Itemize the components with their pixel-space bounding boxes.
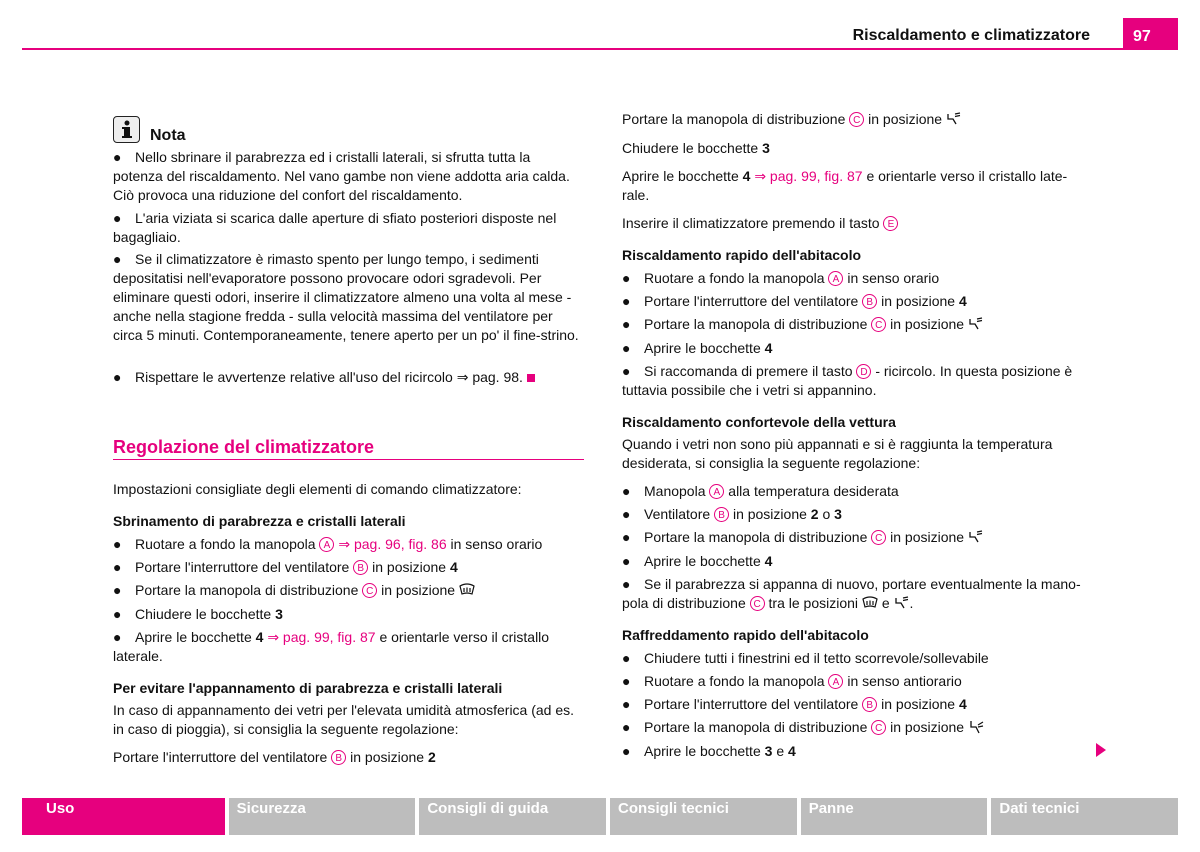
bullet-icon: ● bbox=[113, 149, 122, 165]
info-note-icon bbox=[113, 116, 140, 143]
control-a-icon: A bbox=[319, 537, 334, 552]
fog-heading: Per evitare l'appannamento di parabrezza e cristalli laterali bbox=[113, 680, 503, 696]
defrost-step-5: ● Aprire le bocchette 4 ⇒ pag. 99, fig. 87 e orientarle verso il cristallo laterale. bbox=[113, 629, 550, 664]
bullet-icon: ● bbox=[622, 270, 631, 286]
control-c-icon: C bbox=[362, 583, 377, 598]
rapid-heat-step-1: ● Ruotare a fondo la manopola A in senso orario bbox=[622, 270, 940, 286]
nav-tab-consigli-tecnici[interactable]: Consigli tecnici bbox=[610, 798, 797, 835]
cooling-heading: Raffreddamento rapido dell'abitacolo bbox=[622, 627, 869, 643]
comfort-step-2: ● Ventilatore B in posizione 2 o 3 bbox=[622, 506, 842, 522]
control-b-icon: B bbox=[862, 697, 877, 712]
fog-text: In caso di appannamento dei vetri per l'elevata umidità atmosferica (ad es. in caso di pioggia), si consiglia la seguente regolazione: bbox=[113, 702, 575, 737]
comfort-text: Quando i vetri non sono più appannati e si è raggiunta la temperatura desiderata, si consiglia la seguente regolazione: bbox=[622, 436, 1053, 471]
ref-link[interactable]: ⇒ pag. 99, fig. 87 bbox=[267, 629, 376, 645]
cooling-step-3: ● Portare l'interruttore del ventilatore B in posizione 4 bbox=[622, 696, 967, 712]
control-c-icon: C bbox=[750, 596, 765, 611]
bullet-icon: ● bbox=[622, 719, 631, 735]
fog-step-3: Chiudere le bocchette 3 bbox=[622, 140, 770, 156]
section-rule bbox=[113, 459, 584, 460]
bullet-icon: ● bbox=[113, 536, 122, 552]
feet-windshield-icon bbox=[968, 317, 984, 331]
nav-tab-sicurezza[interactable]: Sicurezza bbox=[229, 798, 416, 835]
control-e-icon: E bbox=[883, 216, 898, 231]
note-item-4: ● Rispettare le avvertenze relative all'uso del ricircolo ⇒ pag. 98. bbox=[113, 368, 583, 387]
defrost-heading: Sbrinamento di parabrezza e cristalli laterali bbox=[113, 513, 406, 529]
bullet-icon: ● bbox=[113, 582, 122, 598]
feet-windshield-icon bbox=[946, 112, 962, 126]
section-intro: Impostazioni consigliate degli elementi di comando climatizzatore: bbox=[113, 481, 522, 497]
face-vent-icon bbox=[968, 720, 984, 734]
bullet-icon: ● bbox=[622, 293, 631, 309]
note-item-1: ● Nello sbrinare il parabrezza ed i cristalli laterali, si sfrutta tutta la potenza del riscaldamento. Nel vano gambe non viene addotta aria calda. Ciò provoca una riduzione del confort del riscaldamento. bbox=[113, 149, 570, 203]
ref-link[interactable]: ⇒ pag. 99, fig. 87 bbox=[754, 168, 863, 184]
feet-windshield-icon bbox=[894, 596, 910, 610]
bullet-icon: ● bbox=[622, 483, 631, 499]
bullet-icon: ● bbox=[622, 506, 631, 522]
bullet-icon: ● bbox=[622, 696, 631, 712]
comfort-step-1: ● Manopola A alla temperatura desiderata bbox=[622, 483, 899, 499]
running-header-title: Riscaldamento e climatizzatore bbox=[852, 27, 1090, 44]
cooling-step-4: ● Portare la manopola di distribuzione C in posizione bbox=[622, 718, 1097, 737]
defrost-step-1: ● Ruotare a fondo la manopola A ⇒ pag. 96, fig. 86 in senso orario bbox=[113, 536, 543, 552]
cooling-step-1: ● Chiudere tutti i finestrini ed il tetto scorrevole/sollevabile bbox=[622, 650, 989, 666]
bullet-icon: ● bbox=[622, 363, 631, 379]
note-item-2: ● L'aria viziata si scarica dalle aperture di sfiato posteriori disposte nel bagagliaio. bbox=[113, 210, 557, 245]
bullet-icon: ● bbox=[113, 606, 122, 622]
end-square-icon bbox=[527, 374, 535, 382]
control-d-icon: D bbox=[856, 364, 871, 379]
control-c-icon: C bbox=[871, 530, 886, 545]
page-number: 97 bbox=[1123, 18, 1178, 50]
bullet-icon: ● bbox=[113, 559, 122, 575]
control-c-icon: C bbox=[871, 720, 886, 735]
control-c-icon: C bbox=[871, 317, 886, 332]
nav-tab-panne[interactable]: Panne bbox=[801, 798, 988, 835]
nav-tab-consigli-di-guida[interactable]: Consigli di guida bbox=[419, 798, 606, 835]
control-b-icon: B bbox=[331, 750, 346, 765]
fog-step-1: Portare l'interruttore del ventilatore B in posizione 2 bbox=[113, 749, 436, 765]
comfort-heading: Riscaldamento confortevole della vettura bbox=[622, 414, 896, 430]
note-label: Nota bbox=[150, 127, 186, 144]
cooling-step-5: ● Aprire le bocchette 3 e 4 bbox=[622, 743, 796, 759]
control-a-icon: A bbox=[828, 674, 843, 689]
ref-link[interactable]: ⇒ pag. 96, fig. 86 bbox=[338, 536, 447, 552]
control-b-icon: B bbox=[862, 294, 877, 309]
windshield-defrost-icon bbox=[459, 583, 475, 597]
rapid-heat-step-4: ● Aprire le bocchette 4 bbox=[622, 340, 773, 356]
bullet-icon: ● bbox=[622, 650, 631, 666]
bullet-icon: ● bbox=[113, 210, 122, 226]
bullet-icon: ● bbox=[113, 251, 122, 267]
defrost-step-3: ● Portare la manopola di distribuzione C in posizione bbox=[113, 581, 583, 600]
bullet-icon: ● bbox=[622, 553, 631, 569]
footer-nav bbox=[22, 798, 1178, 835]
header-rule bbox=[22, 48, 1178, 50]
cooling-step-2: ● Ruotare a fondo la manopola A in senso antiorario bbox=[622, 673, 962, 689]
control-b-icon: B bbox=[353, 560, 368, 575]
note-item-3: ● Se il climatizzatore è rimasto spento per lungo tempo, i sedimenti depositatisi nell'evaporatore possono provocare odori sgradevoli. Per eliminare questi odori, inserire il climatizzatore almeno una volta al mese - anche nella stagione fredda - sulla velocità massima del ventilatore per circa 5 minuti. Contemporaneamente, tenere aperto per un po' il fine-strino. bbox=[113, 251, 579, 343]
control-c-icon: C bbox=[849, 112, 864, 127]
section-title: Regolazione del climatizzatore bbox=[113, 437, 375, 457]
rapid-heat-step-2: ● Portare l'interruttore del ventilatore B in posizione 4 bbox=[622, 293, 967, 309]
bullet-icon: ● bbox=[113, 629, 122, 645]
nav-tab-dati-tecnici[interactable]: Dati tecnici bbox=[991, 798, 1178, 835]
bullet-icon: ● bbox=[622, 576, 631, 592]
rapid-heat-step-3: ● Portare la manopola di distribuzione C in posizione bbox=[622, 315, 1097, 334]
control-a-icon: A bbox=[828, 271, 843, 286]
defrost-step-2: ● Portare l'interruttore del ventilatore B in posizione 4 bbox=[113, 559, 458, 575]
next-page-arrow-icon[interactable] bbox=[1096, 743, 1106, 757]
windshield-defrost-icon bbox=[862, 596, 878, 610]
feet-windshield-icon bbox=[968, 530, 984, 544]
bullet-icon: ● bbox=[622, 340, 631, 356]
bullet-icon: ● bbox=[622, 743, 631, 759]
rapid-heat-heading: Riscaldamento rapido dell'abitacolo bbox=[622, 247, 862, 263]
fog-step-2: Portare la manopola di distribuzione C in posizione bbox=[622, 110, 1097, 129]
comfort-step-3: ● Portare la manopola di distribuzione C in posizione bbox=[622, 528, 1097, 547]
bullet-icon: ● bbox=[622, 316, 631, 332]
fog-step-5: Inserire il climatizzatore premendo il tasto E bbox=[622, 214, 1097, 233]
rapid-heat-step-5: ● Si raccomanda di premere il tasto D - ricircolo. In questa posizione è tuttavia possibile che i vetri si appannino. bbox=[622, 363, 1073, 398]
defrost-step-4: ● Chiudere le bocchette 3 bbox=[113, 606, 283, 622]
bullet-icon: ● bbox=[113, 369, 122, 385]
comfort-step-5: ● Se il parabrezza si appanna di nuovo, portare eventualmente la mano- pola di distribuzione C tra le posizioni e . bbox=[622, 576, 1081, 611]
nav-tab-uso[interactable]: Uso bbox=[22, 798, 225, 835]
bullet-icon: ● bbox=[622, 529, 631, 545]
bullet-icon: ● bbox=[622, 673, 631, 689]
control-b-icon: B bbox=[714, 507, 729, 522]
control-a-icon: A bbox=[709, 484, 724, 499]
comfort-step-4: ● Aprire le bocchette 4 bbox=[622, 553, 773, 569]
fog-step-4: Aprire le bocchette 4 ⇒ pag. 99, fig. 87 e orientarle verso il cristallo late- rale. bbox=[622, 168, 1068, 203]
